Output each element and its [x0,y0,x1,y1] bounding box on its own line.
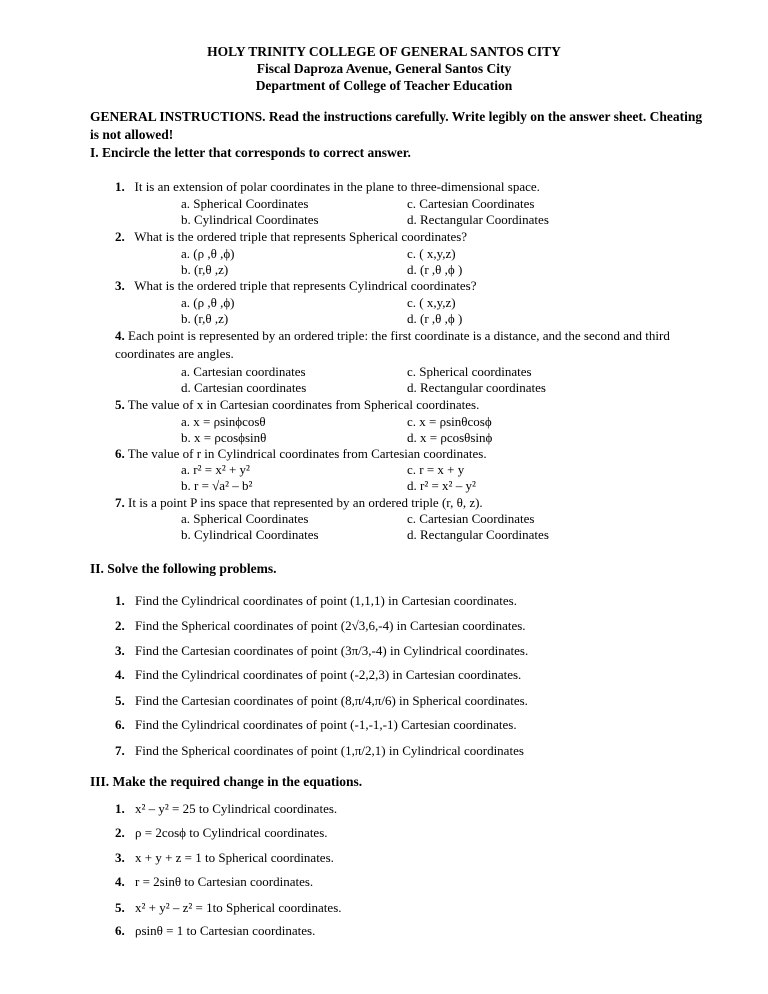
problem [115,693,528,709]
part1-title: I. Encircle the letter that corresponds to correct answer. [90,145,411,160]
equation-text: x² + y² – z² = 1to Spherical coordinates. [135,900,342,915]
question-text: The value of x in Cartesian coordinates from Spherical coordinates. [127,397,480,412]
equation-text: ρsinθ = 1 to Cartesian coordinates. [135,923,316,938]
option-c: c. x = ρsinθcosϕ [407,414,492,429]
option-c: c. ( x,y,z) [407,295,456,310]
equation-item [115,923,315,939]
question [115,446,487,462]
option-c: c. ( x,y,z) [407,246,456,261]
problem [115,743,524,759]
question-text: It is an extension of polar coordinates in the plane to three-dimensional space. [134,179,540,194]
equation-text: x² – y² = 25 to Cylindrical coordinates. [135,801,338,816]
option-a: a. x = ρsinϕcosθ [181,414,266,429]
equation-text: ρ = 2cosϕ to Cylindrical coordinates. [135,825,328,840]
question-number: 1. [115,179,125,194]
problem [115,717,517,733]
equation-number: 4. [115,874,125,889]
option-b: d. Cartesian coordinates [181,380,307,395]
option-c: c. Spherical coordinates [407,364,532,379]
problem [115,643,528,659]
option-a: a. Spherical Coordinates [181,511,309,526]
instructions-line-1: GENERAL INSTRUCTIONS. Read the instructions carefully. Write legibly on the answer sheet. Cheating [90,109,703,124]
problem [115,667,521,683]
option-b: b. (r,θ ,z) [181,262,229,277]
equation-item [115,874,313,890]
problem [115,593,517,609]
option-b: b. Cylindrical Coordinates [181,527,319,542]
option-d: d. r² = x² – y² [407,478,476,493]
option-c: c. Cartesian Coordinates [407,196,535,211]
problem-text: Find the Cartesian coordinates of point (8,π/4,π/6) in Spherical coordinates. [135,693,528,708]
problem [115,618,526,634]
option-b: b. Cylindrical Coordinates [181,212,319,227]
problem-text: Find the Cylindrical coordinates of point (-2,2,3) in Cartesian coordinates. [135,667,522,682]
option-c: c. Cartesian Coordinates [407,511,535,526]
question-number: 5. [115,397,125,412]
problem-number: 2. [115,618,125,633]
question-text: The value of r in Cylindrical coordinates from Cartesian coordinates. [127,446,487,461]
problem-number: 7. [115,743,125,758]
option-b: b. x = ρcosϕsinθ [181,430,267,445]
option-d: d. (r ,θ ,ϕ ) [407,262,463,277]
school-name: HOLY TRINITY COLLEGE OF GENERAL SANTOS CITY [207,44,561,59]
equation-number: 6. [115,923,125,938]
equation-item [115,825,328,841]
equation-text: r = 2sinθ to Cartesian coordinates. [135,874,314,889]
option-d: d. (r ,θ ,ϕ ) [407,311,463,326]
problem-text: Find the Cartesian coordinates of point (3π/3,-4) in Cylindrical coordinates. [135,643,529,658]
option-d: d. x = ρcosθsinϕ [407,430,493,445]
equation-number: 5. [115,900,125,915]
equation-number: 1. [115,801,125,816]
option-a: a. (ρ ,θ ,ϕ) [181,295,235,310]
equation-number: 2. [115,825,125,840]
question-number: 6. [115,446,125,461]
equation-item [115,801,337,817]
question-number: 7. [115,495,125,510]
school-address: Fiscal Daproza Avenue, General Santos City [256,61,512,76]
option-d: d. Rectangular Coordinates [407,212,549,227]
question-number: 2. [115,229,125,244]
option-b: b. r = √a² – b² [181,478,253,493]
problem-text: Find the Cylindrical coordinates of point (1,1,1) in Cartesian coordinates. [135,593,517,608]
problem-number: 5. [115,693,125,708]
question-text: It is a point P ins space that represented by an ordered triple (r, θ, z). [128,495,483,510]
option-b: b. (r,θ ,z) [181,311,229,326]
option-a: a. r² = x² + y² [181,462,250,477]
option-c: c. r = x + y [407,462,465,477]
equation-text: x + y + z = 1 to Spherical coordinates. [135,850,334,865]
option-d: d. Rectangular Coordinates [407,527,549,542]
option-a: a. Cartesian coordinates [181,364,306,379]
question [115,179,540,195]
part2-title: II. Solve the following problems. [90,561,277,576]
question [115,397,479,413]
question [115,229,467,245]
question-text: Each point is represented by an ordered triple: the first coordinate is a distance, and the second and third [128,328,670,343]
problem-number: 4. [115,667,125,682]
question-number: 4. [115,328,125,343]
option-d: d. Rectangular coordinates [407,380,546,395]
problem-number: 3. [115,643,125,658]
question-text: What is the ordered triple that represents Spherical coordinates? [134,229,468,244]
question-text-continued: coordinates are angles. [115,346,234,361]
problem-text: Find the Spherical coordinates of point (2√3,6,-4) in Cartesian coordinates. [135,618,526,633]
part3-title: III. Make the required change in the equations. [90,774,363,789]
problem-number: 1. [115,593,125,608]
equation-item [115,900,342,916]
equation-number: 3. [115,850,125,865]
problem-text: Find the Spherical coordinates of point (1,π/2,1) in Cylindrical coordinates [135,743,524,758]
question [115,328,670,344]
problem-number: 6. [115,717,125,732]
problem-text: Find the Cylindrical coordinates of point (-1,-1,-1) Cartesian coordinates. [135,717,517,732]
option-a: a. (ρ ,θ ,ϕ) [181,246,235,261]
question [115,278,476,294]
department-name: Department of College of Teacher Education [255,78,513,93]
option-a: a. Spherical Coordinates [181,196,309,211]
question-number: 3. [115,278,125,293]
equation-item [115,850,334,866]
question [115,495,483,511]
question-text: What is the ordered triple that represents Cylindrical coordinates? [134,278,477,293]
instructions-line-2: is not allowed! [90,127,174,142]
